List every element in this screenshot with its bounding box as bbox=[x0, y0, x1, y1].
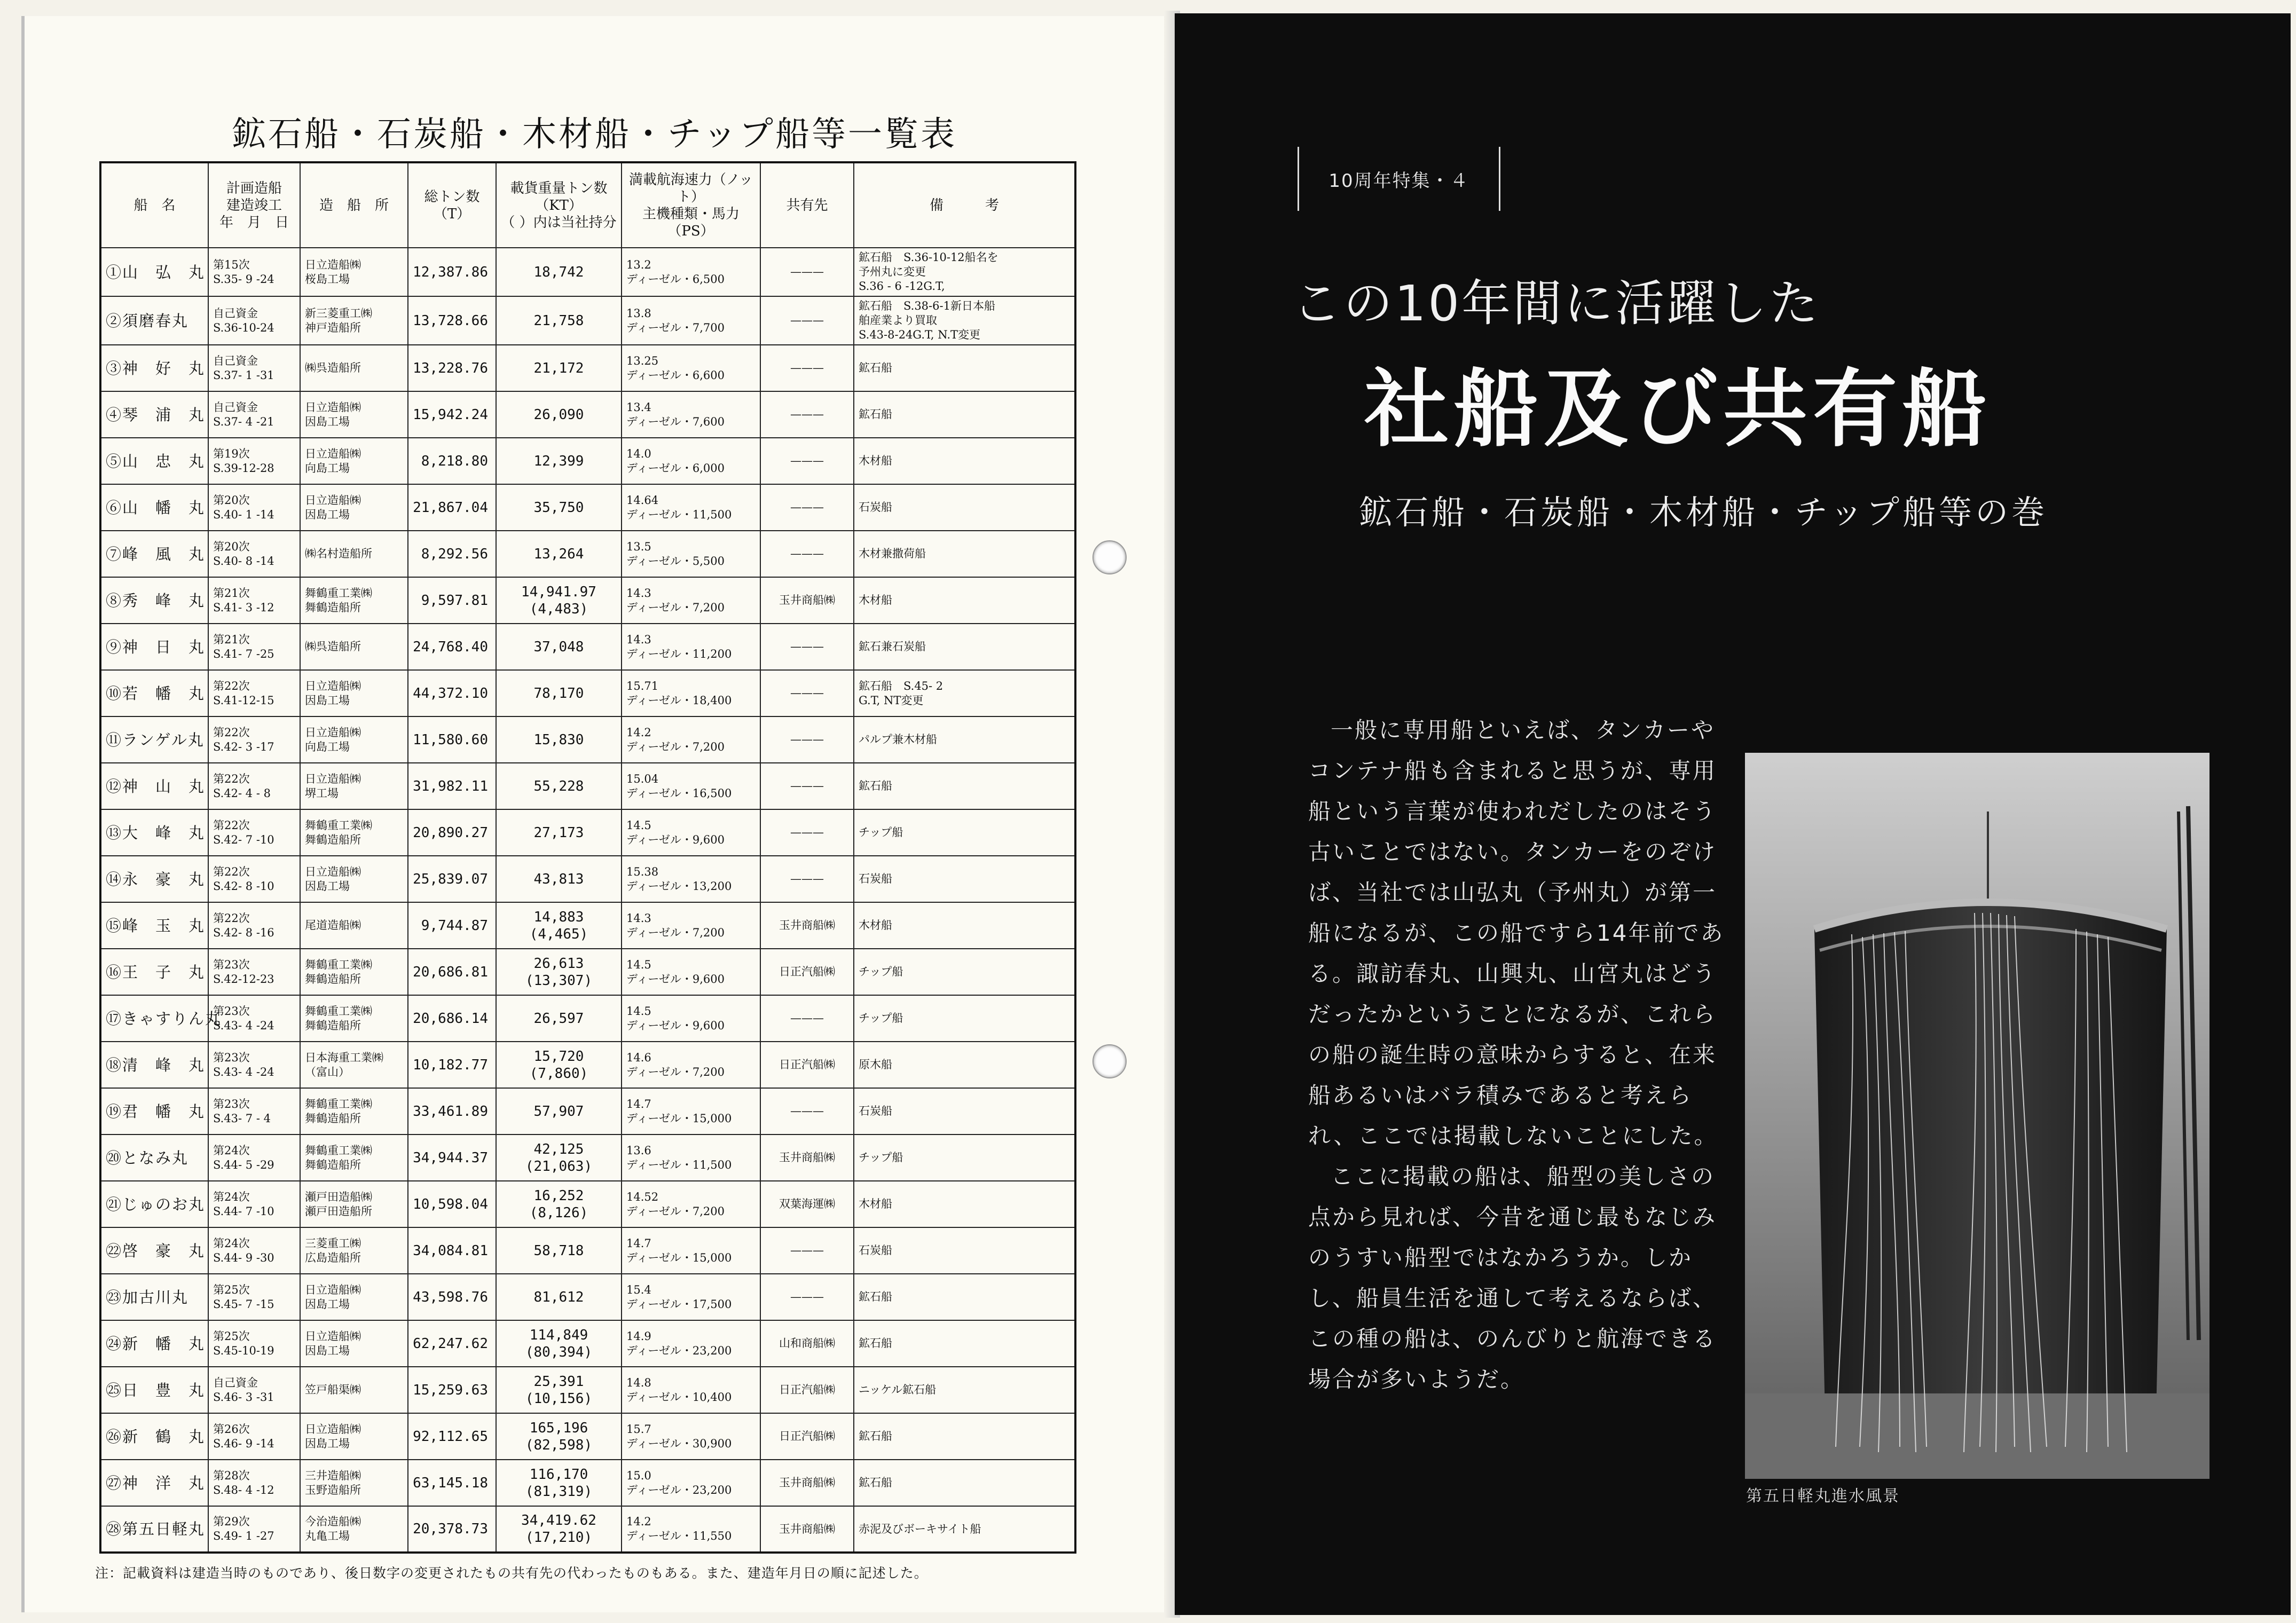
co-owner-cell: 日正汽船㈱ bbox=[760, 949, 854, 995]
ship-name-cell: ㉔新 幡 丸 bbox=[100, 1320, 208, 1367]
ship-name-cell: ⑪ランゲル丸 bbox=[100, 716, 208, 763]
ship-name-cell: ⑲君 幡 丸 bbox=[100, 1088, 208, 1134]
remarks-cell: 石炭船 bbox=[854, 1088, 1075, 1134]
shipyard-cell: 日立造船㈱ 因島工場 bbox=[300, 1320, 408, 1367]
deadweight-cell: 15,830 bbox=[496, 716, 622, 763]
ship-name-cell: ③神 好 丸 bbox=[100, 345, 208, 391]
shipyard-cell: 舞鶴重工業㈱ 舞鶴造船所 bbox=[300, 995, 408, 1042]
gross-tonnage-cell: 62,247.62 bbox=[408, 1320, 496, 1367]
shipyard-cell: ㈱名村造船所 bbox=[300, 531, 408, 577]
remarks-cell: 木材船 bbox=[854, 1181, 1075, 1227]
shipyard-cell: 舞鶴重工業㈱ 舞鶴造船所 bbox=[300, 809, 408, 856]
header-co-owner: 共有先 bbox=[760, 162, 854, 248]
plan-date-cell: 第22次 S.42- 8 -16 bbox=[208, 902, 300, 949]
deadweight-cell: 16,252 (8,126) bbox=[496, 1181, 622, 1227]
remarks-cell: 鉱石兼石炭船 bbox=[854, 624, 1075, 670]
plan-date-cell: 第22次 S.42- 4 - 8 bbox=[208, 763, 300, 809]
speed-engine-cell: 13.4 ディーゼル・7,600 bbox=[622, 391, 760, 438]
table-row bbox=[100, 1088, 1075, 1134]
deadweight-cell: 15,720 (7,860) bbox=[496, 1042, 622, 1088]
shipyard-cell: 舞鶴重工業㈱ 舞鶴造船所 bbox=[300, 1134, 408, 1181]
gross-tonnage-cell: 11,580.60 bbox=[408, 716, 496, 763]
table-row bbox=[100, 391, 1075, 438]
speed-engine-cell: 15.7 ディーゼル・30,900 bbox=[622, 1413, 760, 1460]
ship-name-cell: ㉘第五日軽丸 bbox=[100, 1506, 208, 1553]
gross-tonnage-cell: 34,944.37 bbox=[408, 1134, 496, 1181]
speed-engine-cell: 14.3 ディーゼル・7,200 bbox=[622, 902, 760, 949]
speed-engine-cell: 14.3 ディーゼル・11,200 bbox=[622, 624, 760, 670]
speed-engine-cell: 13.6 ディーゼル・11,500 bbox=[622, 1134, 760, 1181]
shipyard-cell: 日立造船㈱ 桜島工場 bbox=[300, 248, 408, 296]
gross-tonnage-cell: 8,218.80 bbox=[408, 438, 496, 484]
ship-name-cell: ⑱清 峰 丸 bbox=[100, 1042, 208, 1088]
gross-tonnage-cell: 9,744.87 bbox=[408, 902, 496, 949]
remarks-cell: 鉱石船 bbox=[854, 391, 1075, 438]
remarks-cell: 鉱石船 bbox=[854, 763, 1075, 809]
gross-tonnage-cell: 20,378.73 bbox=[408, 1506, 496, 1553]
deadweight-cell: 78,170 bbox=[496, 670, 622, 716]
table-row bbox=[100, 716, 1075, 763]
deadweight-cell: 27,173 bbox=[496, 809, 622, 856]
table-row bbox=[100, 809, 1075, 856]
remarks-cell: ニッケル鉱石船 bbox=[854, 1367, 1075, 1413]
remarks-cell: 木材兼撒荷船 bbox=[854, 531, 1075, 577]
plan-date-cell: 第26次 S.46- 9 -14 bbox=[208, 1413, 300, 1460]
plan-date-cell: 第20次 S.40- 1 -14 bbox=[208, 484, 300, 531]
shipyard-cell: 三菱重工㈱ 広島造船所 bbox=[300, 1227, 408, 1274]
co-owner-cell: 双葉海運㈱ bbox=[760, 1181, 854, 1227]
co-owner-cell: ——— bbox=[760, 670, 854, 716]
remarks-cell: 木材船 bbox=[854, 438, 1075, 484]
deadweight-cell: 57,907 bbox=[496, 1088, 622, 1134]
shipyard-cell: 新三菱重工㈱ 神戸造船所 bbox=[300, 296, 408, 345]
remarks-cell: 木材船 bbox=[854, 902, 1075, 949]
remarks-cell: 鉱石船 S.36-10-12船名を 予州丸に変更 S.36 - 6 -12G.T, bbox=[854, 248, 1075, 296]
plan-date-cell: 自己資金 S.37- 1 -31 bbox=[208, 345, 300, 391]
deadweight-cell: 25,391 (10,156) bbox=[496, 1367, 622, 1413]
shipyard-cell: 日立造船㈱ 堺工場 bbox=[300, 763, 408, 809]
co-owner-cell: 玉井商船㈱ bbox=[760, 1506, 854, 1553]
plan-date-cell: 第23次 S.43- 4 -24 bbox=[208, 1042, 300, 1088]
speed-engine-cell: 13.8 ディーゼル・7,700 bbox=[622, 296, 760, 345]
gross-tonnage-cell: 25,839.07 bbox=[408, 856, 496, 902]
speed-engine-cell: 14.7 ディーゼル・15,000 bbox=[622, 1227, 760, 1274]
plan-date-cell: 第22次 S.42- 7 -10 bbox=[208, 809, 300, 856]
table-footnote: 注：記載資料は建造当時のものであり、後日数字の変更されたもの共有先の代わったものもある。また、建造年月日の順に記述した。 bbox=[95, 1565, 928, 1581]
gross-tonnage-cell: 33,461.89 bbox=[408, 1088, 496, 1134]
table-row bbox=[100, 995, 1075, 1042]
ship-table-body bbox=[100, 248, 1075, 1553]
deadweight-cell: 21,172 bbox=[496, 345, 622, 391]
plan-date-cell: 第24次 S.44- 9 -30 bbox=[208, 1227, 300, 1274]
remarks-cell: 石炭船 bbox=[854, 1227, 1075, 1274]
launch-photo bbox=[1745, 753, 2209, 1479]
deadweight-cell: 81,612 bbox=[496, 1274, 622, 1320]
table-row bbox=[100, 531, 1075, 577]
speed-engine-cell: 15.04 ディーゼル・16,500 bbox=[622, 763, 760, 809]
ship-list-table bbox=[99, 161, 1076, 1554]
binder-hole bbox=[1092, 540, 1127, 574]
speed-engine-cell: 14.8 ディーゼル・10,400 bbox=[622, 1367, 760, 1413]
co-owner-cell: ——— bbox=[760, 248, 854, 296]
table-row bbox=[100, 1227, 1075, 1274]
ship-name-cell: ⑨神 日 丸 bbox=[100, 624, 208, 670]
ship-name-cell: ⑤山 忠 丸 bbox=[100, 438, 208, 484]
gross-tonnage-cell: 20,890.27 bbox=[408, 809, 496, 856]
co-owner-cell: ——— bbox=[760, 438, 854, 484]
gross-tonnage-cell: 24,768.40 bbox=[408, 624, 496, 670]
speed-engine-cell: 14.2 ディーゼル・7,200 bbox=[622, 716, 760, 763]
plan-date-cell: 第23次 S.42-12-23 bbox=[208, 949, 300, 995]
ship-name-cell: ⑧秀 峰 丸 bbox=[100, 577, 208, 624]
plan-date-cell: 第24次 S.44- 5 -29 bbox=[208, 1134, 300, 1181]
remarks-cell: チップ船 bbox=[854, 809, 1075, 856]
plan-date-cell: 第28次 S.48- 4 -12 bbox=[208, 1460, 300, 1506]
speed-engine-cell: 13.5 ディーゼル・5,500 bbox=[622, 531, 760, 577]
deadweight-cell: 116,170 (81,319) bbox=[496, 1460, 622, 1506]
table-row bbox=[100, 1134, 1075, 1181]
deadweight-cell: 26,597 bbox=[496, 995, 622, 1042]
table-row bbox=[100, 856, 1075, 902]
speed-engine-cell: 14.7 ディーゼル・15,000 bbox=[622, 1088, 760, 1134]
shipyard-cell: 日立造船㈱ 向島工場 bbox=[300, 716, 408, 763]
remarks-cell: 鉱石船 S.38-6-1新日本船 舶産業より買取 S.43-8-24G.T, N.T変更 bbox=[854, 296, 1075, 345]
plan-date-cell: 第23次 S.43- 4 -24 bbox=[208, 995, 300, 1042]
deadweight-cell: 42,125 (21,063) bbox=[496, 1134, 622, 1181]
shipyard-cell: 笠戸船渠㈱ bbox=[300, 1367, 408, 1413]
speed-engine-cell: 14.64 ディーゼル・11,500 bbox=[622, 484, 760, 531]
ship-name-cell: ②須磨春丸 bbox=[100, 296, 208, 345]
co-owner-cell: ——— bbox=[760, 1274, 854, 1320]
shipyard-cell: 今治造船㈱ 丸亀工場 bbox=[300, 1506, 408, 1553]
ship-name-cell: ④琴 浦 丸 bbox=[100, 391, 208, 438]
binder-hole bbox=[1092, 1044, 1127, 1078]
co-owner-cell: 日正汽船㈱ bbox=[760, 1413, 854, 1460]
ship-name-cell: ⑫神 山 丸 bbox=[100, 763, 208, 809]
ship-name-cell: ⑩若 幡 丸 bbox=[100, 670, 208, 716]
series-label: 10周年特集・４ bbox=[1298, 147, 1500, 211]
deadweight-cell: 18,742 bbox=[496, 248, 622, 296]
photo-caption: 第五日軽丸進水風景 bbox=[1746, 1487, 1900, 1506]
deadweight-cell: 43,813 bbox=[496, 856, 622, 902]
shipyard-cell: 日立造船㈱ 因島工場 bbox=[300, 1413, 408, 1460]
ship-name-cell: ⑳となみ丸 bbox=[100, 1134, 208, 1181]
speed-engine-cell: 14.0 ディーゼル・6,000 bbox=[622, 438, 760, 484]
header-shipyard: 造 船 所 bbox=[300, 162, 408, 248]
deadweight-cell: 14,941.97 (4,483) bbox=[496, 577, 622, 624]
deadweight-cell: 165,196 (82,598) bbox=[496, 1413, 622, 1460]
ship-name-cell: ⑯王 子 丸 bbox=[100, 949, 208, 995]
table-row bbox=[100, 1506, 1075, 1553]
article-paragraph: ここに掲載の船は、船型の美しさの点から見れば、今昔を通じ最もなじみのうすい船型ではなかろうか。しかし、船員生活を通して考えるならば、この種の船は、のんびりと航海できる場合が多いようだ。 bbox=[1308, 1163, 1717, 1392]
deadweight-cell: 55,228 bbox=[496, 763, 622, 809]
table-row bbox=[100, 1042, 1075, 1088]
co-owner-cell: ——— bbox=[760, 995, 854, 1042]
launch-photo-illustration bbox=[1745, 753, 2209, 1479]
ship-name-cell: ⑥山 幡 丸 bbox=[100, 484, 208, 531]
table-row bbox=[100, 484, 1075, 531]
gross-tonnage-cell: 15,942.24 bbox=[408, 391, 496, 438]
co-owner-cell: ——— bbox=[760, 391, 854, 438]
shipyard-cell: 三井造船㈱ 玉野造船所 bbox=[300, 1460, 408, 1506]
ship-table-wrapper bbox=[99, 161, 1074, 1554]
table-row bbox=[100, 345, 1075, 391]
shipyard-cell: ㈱呉造船所 bbox=[300, 345, 408, 391]
article-paragraph: 一般に専用船といえば、タンカーやコンテナ船も含まれると思うが、専用船という言葉が使われだしたのはそう古いことではない。タンカーをのぞけば、当社では山弘丸（予州丸）が第一船になるが、この船ですら14年前である。諏訪春丸、山興丸、山宮丸はどうだったかということになるが、これらの船の誕生時の意味からすると、在来船あるいはバラ積みであると考えられ、ここでは掲載しないことにした。 bbox=[1308, 717, 1725, 1149]
table-title: 鉱石船・石炭船・木材船・チップ船等一覧表 bbox=[231, 115, 957, 154]
remarks-cell: 鉱石船 S.45- 2 G.T, NT変更 bbox=[854, 670, 1075, 716]
shipyard-cell: 日立造船㈱ 因島工場 bbox=[300, 484, 408, 531]
plan-date-cell: 第24次 S.44- 7 -10 bbox=[208, 1181, 300, 1227]
shipyard-cell: 舞鶴重工業㈱ 舞鶴造船所 bbox=[300, 949, 408, 995]
ship-name-cell: ⑬大 峰 丸 bbox=[100, 809, 208, 856]
table-row bbox=[100, 577, 1075, 624]
deadweight-cell: 37,048 bbox=[496, 624, 622, 670]
speed-engine-cell: 15.71 ディーゼル・18,400 bbox=[622, 670, 760, 716]
plan-date-cell: 第22次 S.41-12-15 bbox=[208, 670, 300, 716]
gross-tonnage-cell: 44,372.10 bbox=[408, 670, 496, 716]
plan-date-cell: 第20次 S.40- 8 -14 bbox=[208, 531, 300, 577]
table-row bbox=[100, 763, 1075, 809]
table-row bbox=[100, 949, 1075, 995]
co-owner-cell: ——— bbox=[760, 716, 854, 763]
co-owner-cell: ——— bbox=[760, 1088, 854, 1134]
plan-date-cell: 第19次 S.39-12-28 bbox=[208, 438, 300, 484]
header-remarks: 備 考 bbox=[854, 162, 1075, 248]
co-owner-cell: ——— bbox=[760, 296, 854, 345]
ship-name-cell: ㉑じゅのお丸 bbox=[100, 1181, 208, 1227]
remarks-cell: 鉱石船 bbox=[854, 345, 1075, 391]
ship-name-cell: ⑰きゃすりん丸 bbox=[100, 995, 208, 1042]
gross-tonnage-cell: 43,598.76 bbox=[408, 1274, 496, 1320]
shipyard-cell: 日立造船㈱ 向島工場 bbox=[300, 438, 408, 484]
remarks-cell: 鉱石船 bbox=[854, 1320, 1075, 1367]
right-page bbox=[1175, 13, 2291, 1615]
shipyard-cell: 舞鶴重工業㈱ 舞鶴造船所 bbox=[300, 1088, 408, 1134]
ship-name-cell: ⑭永 豪 丸 bbox=[100, 856, 208, 902]
gross-tonnage-cell: 21,867.04 bbox=[408, 484, 496, 531]
deadweight-cell: 13,264 bbox=[496, 531, 622, 577]
plan-date-cell: 第21次 S.41- 3 -12 bbox=[208, 577, 300, 624]
table-row bbox=[100, 296, 1075, 345]
gross-tonnage-cell: 20,686.81 bbox=[408, 949, 496, 995]
ship-name-cell: ①山 弘 丸 bbox=[100, 248, 208, 296]
co-owner-cell: 玉井商船㈱ bbox=[760, 902, 854, 949]
co-owner-cell: ——— bbox=[760, 484, 854, 531]
speed-engine-cell: 14.5 ディーゼル・9,600 bbox=[622, 995, 760, 1042]
header-ship-name: 船 名 bbox=[100, 162, 208, 248]
remarks-cell: 石炭船 bbox=[854, 484, 1075, 531]
speed-engine-cell: 14.52 ディーゼル・7,200 bbox=[622, 1181, 760, 1227]
table-row bbox=[100, 1320, 1075, 1367]
remarks-cell: 石炭船 bbox=[854, 856, 1075, 902]
plan-date-cell: 自己資金 S.46- 3 -31 bbox=[208, 1367, 300, 1413]
gross-tonnage-cell: 34,084.81 bbox=[408, 1227, 496, 1274]
co-owner-cell: 玉井商船㈱ bbox=[760, 577, 854, 624]
gross-tonnage-cell: 63,145.18 bbox=[408, 1460, 496, 1506]
deadweight-cell: 35,750 bbox=[496, 484, 622, 531]
shipyard-cell: ㈱呉造船所 bbox=[300, 624, 408, 670]
remarks-cell: 鉱石船 bbox=[854, 1413, 1075, 1460]
deadweight-cell: 114,849 (80,394) bbox=[496, 1320, 622, 1367]
remarks-cell: チップ船 bbox=[854, 995, 1075, 1042]
speed-engine-cell: 14.2 ディーゼル・11,550 bbox=[622, 1506, 760, 1553]
co-owner-cell: 玉井商船㈱ bbox=[760, 1134, 854, 1181]
gross-tonnage-cell: 15,259.63 bbox=[408, 1367, 496, 1413]
co-owner-cell: ——— bbox=[760, 345, 854, 391]
shipyard-cell: 日立造船㈱ 因島工場 bbox=[300, 391, 408, 438]
header-plan-date: 計画造船 建造竣工 年 月 日 bbox=[208, 162, 300, 248]
article-body bbox=[1308, 710, 1735, 1400]
shipyard-cell: 日立造船㈱ 因島工場 bbox=[300, 856, 408, 902]
gross-tonnage-cell: 8,292.56 bbox=[408, 531, 496, 577]
ship-name-cell: ㉗神 洋 丸 bbox=[100, 1460, 208, 1506]
table-row bbox=[100, 248, 1075, 296]
header-speed-engine: 満載航海速力（ノット） 主機種類・馬力（PS） bbox=[622, 162, 760, 248]
speed-engine-cell: 14.5 ディーゼル・9,600 bbox=[622, 809, 760, 856]
deadweight-cell: 12,399 bbox=[496, 438, 622, 484]
shipyard-cell: 日立造船㈱ 因島工場 bbox=[300, 1274, 408, 1320]
co-owner-cell: ——— bbox=[760, 856, 854, 902]
co-owner-cell: ——— bbox=[760, 1227, 854, 1274]
plan-date-cell: 自己資金 S.37- 4 -21 bbox=[208, 391, 300, 438]
co-owner-cell: 山和商船㈱ bbox=[760, 1320, 854, 1367]
table-row bbox=[100, 1413, 1075, 1460]
header-gross-tonnage: 総トン数 （T） bbox=[408, 162, 496, 248]
deadweight-cell: 26,613 (13,307) bbox=[496, 949, 622, 995]
speed-engine-cell: 13.2 ディーゼル・6,500 bbox=[622, 248, 760, 296]
plan-date-cell: 第15次 S.35- 9 -24 bbox=[208, 248, 300, 296]
article-subtitle: 鉱石船・石炭船・木材船・チップ船等の巻 bbox=[1359, 493, 2048, 532]
table-row bbox=[100, 1181, 1075, 1227]
remarks-cell: 赤泥及びボーキサイト船 bbox=[854, 1506, 1075, 1553]
table-row bbox=[100, 902, 1075, 949]
shipyard-cell: 尾道造船㈱ bbox=[300, 902, 408, 949]
plan-date-cell: 第29次 S.49- 1 -27 bbox=[208, 1506, 300, 1553]
shipyard-cell: 日本海重工業㈱ （富山） bbox=[300, 1042, 408, 1088]
speed-engine-cell: 15.38 ディーゼル・13,200 bbox=[622, 856, 760, 902]
remarks-cell: 原木船 bbox=[854, 1042, 1075, 1088]
shipyard-cell: 日立造船㈱ 因島工場 bbox=[300, 670, 408, 716]
deadweight-cell: 58,718 bbox=[496, 1227, 622, 1274]
ship-name-cell: ㉖新 鶴 丸 bbox=[100, 1413, 208, 1460]
plan-date-cell: 第23次 S.43- 7 - 4 bbox=[208, 1088, 300, 1134]
remarks-cell: チップ船 bbox=[854, 1134, 1075, 1181]
gross-tonnage-cell: 20,686.14 bbox=[408, 995, 496, 1042]
ship-name-cell: ㉕日 豊 丸 bbox=[100, 1367, 208, 1413]
gross-tonnage-cell: 10,598.04 bbox=[408, 1181, 496, 1227]
remarks-cell: 鉱石船 bbox=[854, 1460, 1075, 1506]
gross-tonnage-cell: 12,387.86 bbox=[408, 248, 496, 296]
remarks-cell: チップ船 bbox=[854, 949, 1075, 995]
gross-tonnage-cell: 9,597.81 bbox=[408, 577, 496, 624]
ship-name-cell: ㉓加古川丸 bbox=[100, 1274, 208, 1320]
co-owner-cell: ——— bbox=[760, 624, 854, 670]
plan-date-cell: 第25次 S.45-10-19 bbox=[208, 1320, 300, 1367]
gross-tonnage-cell: 13,728.66 bbox=[408, 296, 496, 345]
speed-engine-cell: 15.4 ディーゼル・17,500 bbox=[622, 1274, 760, 1320]
table-row bbox=[100, 1274, 1075, 1320]
ship-name-cell: ⑦峰 風 丸 bbox=[100, 531, 208, 577]
speed-engine-cell: 15.0 ディーゼル・23,200 bbox=[622, 1460, 760, 1506]
remarks-cell: パルプ兼木材船 bbox=[854, 716, 1075, 763]
shipyard-cell: 舞鶴重工業㈱ 舞鶴造船所 bbox=[300, 577, 408, 624]
co-owner-cell: ——— bbox=[760, 531, 854, 577]
table-row bbox=[100, 624, 1075, 670]
speed-engine-cell: 14.6 ディーゼル・7,200 bbox=[622, 1042, 760, 1088]
deadweight-cell: 14,883 (4,465) bbox=[496, 902, 622, 949]
plan-date-cell: 第21次 S.41- 7 -25 bbox=[208, 624, 300, 670]
ship-name-cell: ㉒啓 豪 丸 bbox=[100, 1227, 208, 1274]
ship-name-cell: ⑮峰 玉 丸 bbox=[100, 902, 208, 949]
table-row bbox=[100, 670, 1075, 716]
deadweight-cell: 26,090 bbox=[496, 391, 622, 438]
table-header-row bbox=[100, 162, 1075, 248]
deadweight-cell: 34,419.62 (17,210) bbox=[496, 1506, 622, 1553]
speed-engine-cell: 14.3 ディーゼル・7,200 bbox=[622, 577, 760, 624]
table-row bbox=[100, 1367, 1075, 1413]
deadweight-cell: 21,758 bbox=[496, 296, 622, 345]
plan-date-cell: 自己資金 S.36-10-24 bbox=[208, 296, 300, 345]
left-page bbox=[21, 16, 1164, 1612]
co-owner-cell: 玉井商船㈱ bbox=[760, 1460, 854, 1506]
article-subheading: この10年間に活躍した bbox=[1292, 275, 1821, 332]
co-owner-cell: ——— bbox=[760, 763, 854, 809]
speed-engine-cell: 14.9 ディーゼル・23,200 bbox=[622, 1320, 760, 1367]
speed-engine-cell: 13.25 ディーゼル・6,600 bbox=[622, 345, 760, 391]
gross-tonnage-cell: 31,982.11 bbox=[408, 763, 496, 809]
plan-date-cell: 第22次 S.42- 3 -17 bbox=[208, 716, 300, 763]
co-owner-cell: 日正汽船㈱ bbox=[760, 1367, 854, 1413]
remarks-cell: 木材船 bbox=[854, 577, 1075, 624]
plan-date-cell: 第22次 S.42- 8 -10 bbox=[208, 856, 300, 902]
remarks-cell: 鉱石船 bbox=[854, 1274, 1075, 1320]
shipyard-cell: 瀬戸田造船㈱ 瀬戸田造船所 bbox=[300, 1181, 408, 1227]
gross-tonnage-cell: 92,112.65 bbox=[408, 1413, 496, 1460]
table-row bbox=[100, 1460, 1075, 1506]
gross-tonnage-cell: 13,228.76 bbox=[408, 345, 496, 391]
co-owner-cell: ——— bbox=[760, 809, 854, 856]
plan-date-cell: 第25次 S.45- 7 -15 bbox=[208, 1274, 300, 1320]
co-owner-cell: 日正汽船㈱ bbox=[760, 1042, 854, 1088]
article-headline: 社船及び共有船 bbox=[1364, 360, 1992, 459]
gross-tonnage-cell: 10,182.77 bbox=[408, 1042, 496, 1088]
speed-engine-cell: 14.5 ディーゼル・9,600 bbox=[622, 949, 760, 995]
header-deadweight: 載貨重量トン数 （KT） （ ）内は当社持分 bbox=[496, 162, 622, 248]
table-row bbox=[100, 438, 1075, 484]
